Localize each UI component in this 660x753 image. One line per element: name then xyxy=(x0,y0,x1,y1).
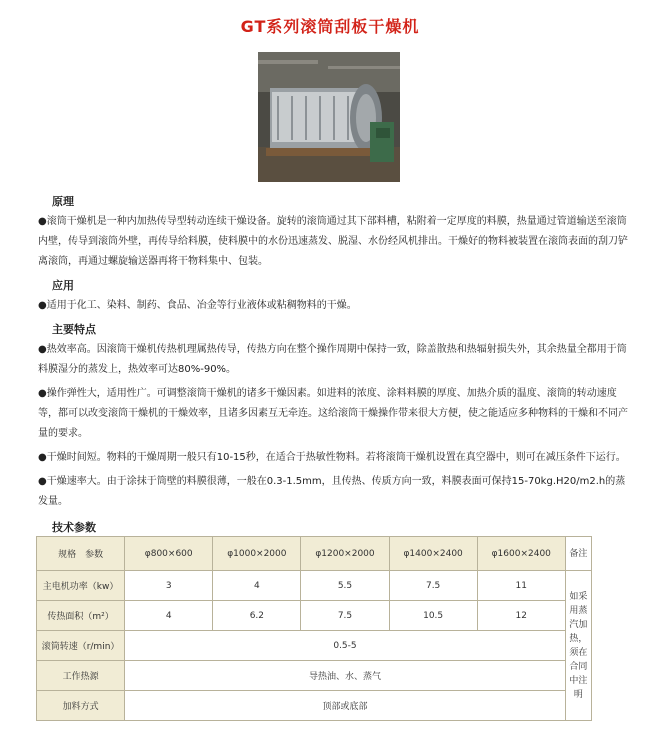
table-cell: 3 xyxy=(125,571,213,601)
table-cell: 7.5 xyxy=(389,571,477,601)
table-header-row xyxy=(37,537,592,571)
main-content xyxy=(38,188,628,538)
feature-item: ●热效率高。因滚筒干燥机传热机理属热传导，传热方向在整个操作周期中保持一致，除盖散热和热辐射损失外，其余热量全都用于筒料膜湿分的蒸发上，热效率可达80%-90%。 xyxy=(38,344,627,375)
product-photo xyxy=(258,52,400,182)
params-heading: 技术参数 xyxy=(52,521,96,534)
table-row xyxy=(37,691,592,721)
column-header: φ800×600 xyxy=(125,537,213,571)
table-cell: 0.5-5 xyxy=(125,631,566,661)
table-cell: 4 xyxy=(125,601,213,631)
table-cell: 顶部或底部 xyxy=(125,691,566,721)
principle-text: ●滚筒干燥机是一种内加热传导型转动连续干燥设备。旋转的滚筒通过其下部料槽，粘附着一定厚度的料膜，热量通过管道输送至滚筒内壁，传导到滚筒外壁，再传导给料膜，使料膜中的水份迅速蒸发、脱湿、水份经风机排出。干燥好的物料被装置在滚筒表面的刮刀铲离滚筒，再通过螺旋输送器再将干物料集中、包装。 xyxy=(38,216,628,267)
note-body: 如采用蒸汽加热，须在合同中注明 xyxy=(565,571,591,721)
table-cell: 4 xyxy=(213,571,301,601)
table-cell: 10.5 xyxy=(389,601,477,631)
feature-item: ●干燥时间短。物料的干燥周期一般只有10-15秒，在适合于热敏性物料。若将滚筒干燥机设置在真空器中，则可在减压条件下运行。 xyxy=(38,452,626,463)
table-header-label: 规格 参数 xyxy=(37,537,125,571)
principle-heading: 原理 xyxy=(52,195,74,208)
table-cell: 6.2 xyxy=(213,601,301,631)
table-row xyxy=(37,631,592,661)
column-header: φ1600×2400 xyxy=(477,537,565,571)
feature-item: ●干燥速率大。由于涂抹于筒壁的料膜很薄，一般在0.3-1.5mm，且传热、传质方向一致，料膜表面可保持15-70kg.H20/m2.h的蒸发量。 xyxy=(38,476,626,507)
feature-item: ●操作弹性大，适用性广。可调整滚筒干燥机的诸多干燥因素。如进料的浓度、涂料料膜的厚度、加热介质的温度、滚筒的转动速度等，都可以改变滚筒干燥机的干燥效率，且诸多因素互无牵连。这给滚筒干燥操作带来很大方便，使之能适应多种物料的干燥和不同产量的要求。 xyxy=(38,388,628,439)
column-header: φ1200×2000 xyxy=(301,537,389,571)
table-cell: 11 xyxy=(477,571,565,601)
application-text: ●适用于化工、染料、制药、食品、冶金等行业液体或粘稠物料的干燥。 xyxy=(38,300,357,311)
column-header: φ1000×2000 xyxy=(213,537,301,571)
row-label: 传热面积（m²） xyxy=(37,601,125,631)
features-heading: 主要特点 xyxy=(52,323,96,336)
drum-dryer-illustration xyxy=(258,52,400,182)
application-heading: 应用 xyxy=(52,279,74,292)
table-cell: 7.5 xyxy=(301,601,389,631)
row-label: 主电机功率（kw） xyxy=(37,571,125,601)
table-row xyxy=(37,601,592,631)
table-cell: 导热油、水、蒸气 xyxy=(125,661,566,691)
spec-table xyxy=(36,536,592,721)
row-label: 滚筒转速（r/min） xyxy=(37,631,125,661)
note-header: 备注 xyxy=(565,537,591,571)
table-row xyxy=(37,571,592,601)
page-title: GT系列滚筒刮板干燥机 xyxy=(240,17,420,36)
row-label: 加料方式 xyxy=(37,691,125,721)
row-label: 工作热源 xyxy=(37,661,125,691)
table-cell: 5.5 xyxy=(301,571,389,601)
column-header: φ1400×2400 xyxy=(389,537,477,571)
table-cell: 12 xyxy=(477,601,565,631)
table-row xyxy=(37,661,592,691)
